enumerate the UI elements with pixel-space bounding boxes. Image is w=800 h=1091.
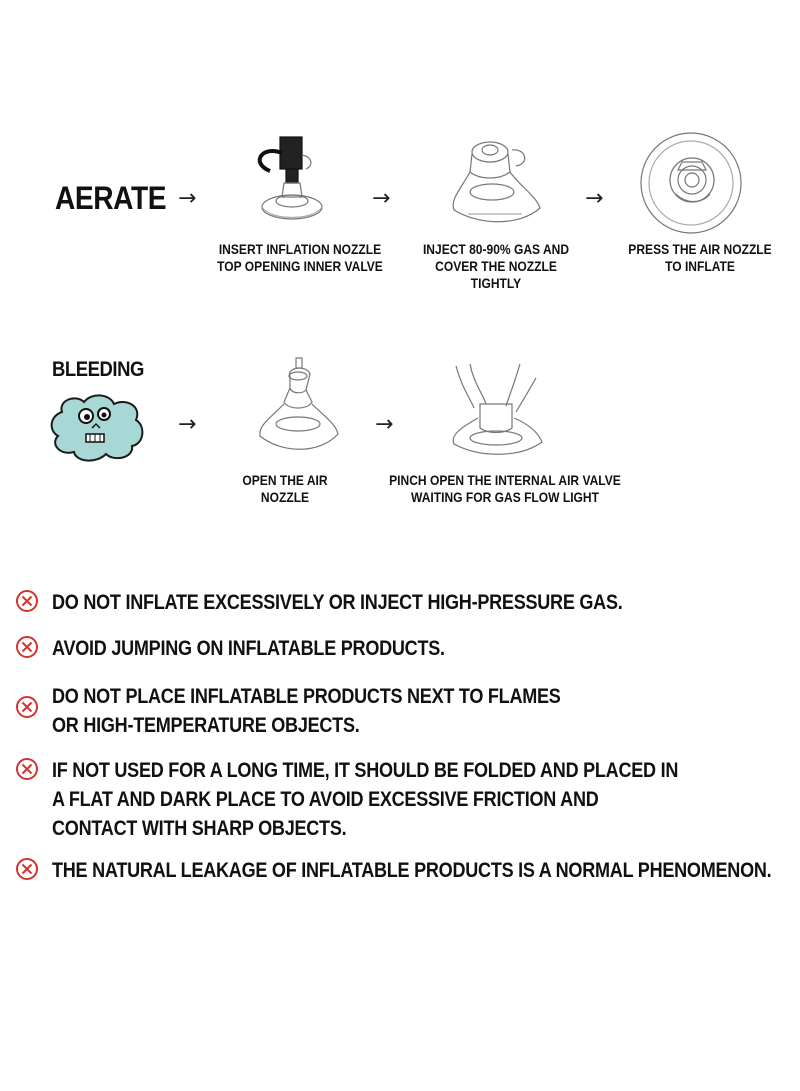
caption-line: OPEN THE AIR <box>242 472 328 488</box>
caption-line: TO INFLATE <box>665 258 735 274</box>
prohibited-x-icon <box>14 588 40 614</box>
caption-line: INJECT 80-90% GAS AND <box>422 241 570 257</box>
warning-item <box>14 756 780 843</box>
caption-line: INSERT INFLATION NOZZLE <box>218 241 382 257</box>
warning-text <box>52 856 771 885</box>
open-nozzle-illustration <box>246 354 346 464</box>
bleeding-title: BLEEDING <box>52 358 144 381</box>
caption-line: COVER THE NOZZLE TIGHTLY <box>435 258 557 291</box>
warning-item <box>14 856 800 885</box>
warning-line: AVOID JUMPING ON INFLATABLE PRODUCTS. <box>52 637 445 660</box>
caption-line: PINCH OPEN THE INTERNAL AIR VALVE <box>389 472 621 488</box>
aerate-arrow-2: → <box>372 186 391 211</box>
aerate-step-2-caption <box>410 241 582 292</box>
caption-line: NOZZLE <box>260 489 310 505</box>
warning-line: OR HIGH-TEMPERATURE OBJECTS. <box>52 714 360 737</box>
bleeding-step-1-caption <box>208 472 363 506</box>
warning-line: A FLAT AND DARK PLACE TO AVOID EXCESSIVE FRICTION AND <box>52 788 599 811</box>
warning-item <box>14 682 643 740</box>
warning-item <box>14 634 509 663</box>
pinch-valve-illustration <box>440 358 550 458</box>
caption-line: WAITING FOR GAS FLOW LIGHT <box>411 489 599 505</box>
prohibited-x-icon <box>14 756 40 782</box>
aerate-step-1-caption <box>214 241 386 275</box>
prohibited-x-icon <box>14 856 40 882</box>
warning-text <box>52 756 678 843</box>
warning-line: IF NOT USED FOR A LONG TIME, IT SHOULD BE FOLDED AND PLACED IN <box>52 759 679 782</box>
prohibited-x-icon <box>14 634 40 660</box>
aerate-arrow-1: → <box>178 186 197 211</box>
inflation-nozzle-illustration <box>240 135 340 235</box>
prohibited-x-icon <box>14 694 40 720</box>
warning-line: DO NOT PLACE INFLATABLE PRODUCTS NEXT TO FLAMES <box>52 685 561 708</box>
caption-line: PRESS THE AIR NOZZLE <box>628 241 772 257</box>
caption-line: TOP OPENING INNER VALVE <box>217 258 383 274</box>
warning-line: THE NATURAL LEAKAGE OF INFLATABLE PRODUCTS IS A NORMAL PHENOMENON. <box>52 859 772 882</box>
warning-text <box>52 682 561 740</box>
bleeding-arrow-2: → <box>375 412 394 437</box>
bleeding-arrow-1: → <box>178 412 197 437</box>
cloud-mascot-icon <box>48 392 148 462</box>
warning-text <box>52 634 445 663</box>
bleeding-step-2-caption <box>372 472 639 506</box>
warning-item <box>14 588 715 617</box>
warning-line: DO NOT INFLATE EXCESSIVELY OR INJECT HIGH-PRESSURE GAS. <box>52 591 623 614</box>
valve-cover-illustration <box>440 130 550 230</box>
round-valve-illustration <box>636 128 746 238</box>
warning-line: CONTACT WITH SHARP OBJECTS. <box>52 817 347 840</box>
aerate-title: AERATE <box>55 180 167 216</box>
warning-text <box>52 588 623 617</box>
aerate-arrow-3: → <box>585 186 604 211</box>
aerate-step-3-caption <box>614 241 786 275</box>
